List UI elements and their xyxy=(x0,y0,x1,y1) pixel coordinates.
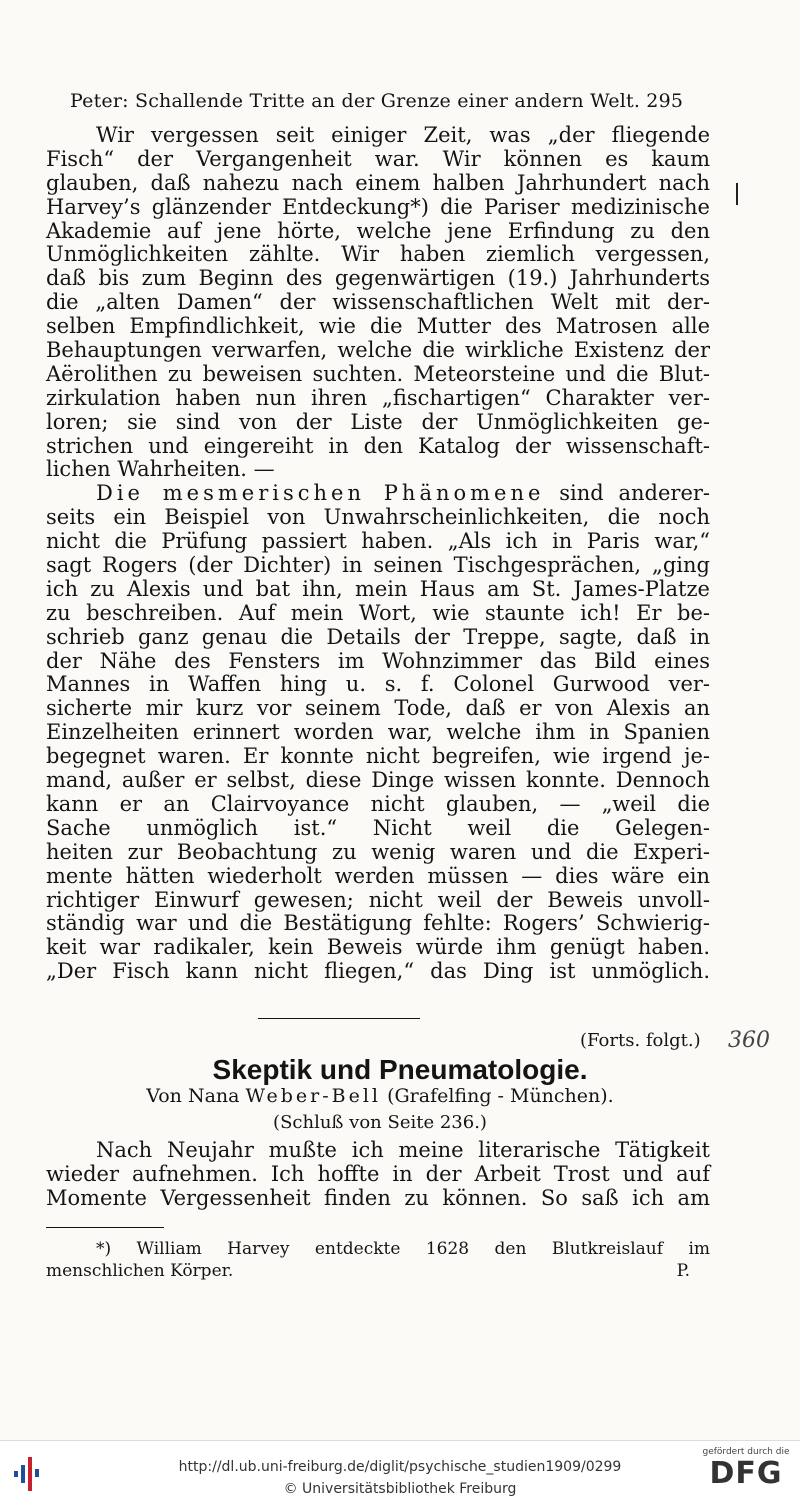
text-line: zu beschreiben. Auf mein Wort, wie staunte ich! Er be- xyxy=(46,600,710,625)
text-line: strichen und eingereiht in den Katalog der wissenschaft- xyxy=(46,433,710,458)
text-line: sagt Rogers (der Dichter) in seinen Tischgesprächen, „ging xyxy=(46,553,710,578)
byline-location: (Grafelfing - München). xyxy=(387,1085,614,1107)
continued-note: (Forts. folgt.) xyxy=(580,1030,701,1051)
spaced-emphasis: Die mesmerischen Phänomene xyxy=(96,481,545,506)
section-divider xyxy=(258,1018,420,1019)
text-line: richtiger Einwurf gewesen; nicht weil der Beweis unvoll- xyxy=(46,887,710,912)
text-line: Behauptungen verwarfen, welche die wirkliche Existenz der xyxy=(46,338,710,363)
text-line: mand, außer er selbst, diese Dinge wissen konnte. Dennoch xyxy=(46,768,710,793)
text-line: lichen Wahrheiten. — xyxy=(46,457,275,482)
text-line: wieder aufnehmen. Ich hoffte in der Arbeit Trost und auf xyxy=(46,1161,710,1186)
text-line: Unmöglichkeiten zählte. Wir haben ziemlich vergessen, xyxy=(46,242,710,267)
footnote xyxy=(46,1238,710,1282)
text-line: sicherte mir kurz vor seinem Tode, daß er von Alexis an xyxy=(46,696,710,721)
paragraph2-first-line xyxy=(46,482,710,506)
article-title: Skeptik und Pneumatologie. xyxy=(212,1054,588,1085)
text-line: kann er an Clairvoyance nicht glauben, — „weil die xyxy=(46,791,710,816)
text-line: seits ein Beispiel von Unwahrscheinlichkeiten, die noch xyxy=(46,505,710,530)
text-fragment: sind anderer- xyxy=(559,481,710,506)
text-line: die „alten Damen“ der wissenschaftlichen Welt mit der- xyxy=(46,290,710,315)
byline-prefix: Von Nana xyxy=(146,1085,240,1107)
text-line: Fisch“ der Vergangenheit war. Wir können es kaum xyxy=(46,146,710,171)
footnote-text: menschlichen Körper. xyxy=(46,1261,234,1281)
viewer-footer xyxy=(0,1440,800,1505)
margin-mark xyxy=(736,183,738,205)
dfg-wordmark: DFG xyxy=(709,1456,783,1491)
text-line: Mannes in Waffen hing u. s. f. Colonel Gurwood ver- xyxy=(46,672,710,697)
copyright-text: © Universitätsbibliothek Freiburg xyxy=(283,1481,517,1497)
text-line: Wir vergessen seit einiger Zeit, was „der fliegende xyxy=(96,123,710,147)
text-line: begegnet waren. Er konnte nicht begreifen, wie irgend je- xyxy=(46,744,710,769)
text-line: Akademie auf jene hörte, welche jene Erfindung zu den xyxy=(46,218,710,243)
text-line: nicht die Prüfung passiert haben. „Als ich in Paris war,“ xyxy=(46,529,710,554)
footnote-line-2 xyxy=(46,1260,710,1282)
text-line: loren; sie sind von der Liste der Unmöglichkeiten ge- xyxy=(46,409,710,434)
text-line: Harvey’s glänzender Entdeckung*) die Pariser medizinische xyxy=(46,194,710,219)
article-body-weber-bell xyxy=(46,1138,710,1210)
running-header: Peter: Schallende Tritte an der Grenze einer andern Welt. 295 xyxy=(70,90,684,112)
text-line: ständig war und die Bestätigung fehlte: Rogers’ Schwierig- xyxy=(46,911,710,936)
footnote-rule xyxy=(46,1227,164,1228)
author-name: Weber-Bell xyxy=(245,1085,382,1107)
text-line: mente hätten wiederholt werden müssen — dies wäre ein xyxy=(46,863,710,888)
text-line: „Der Fisch kann nicht fliegen,“ das Ding ist unmöglich. xyxy=(46,959,710,984)
text-line: schrieb ganz genau die Details der Treppe, sagte, daß in xyxy=(46,624,710,649)
text-line: Nach Neujahr mußte ich meine literarische Tätigkeit xyxy=(96,1138,710,1162)
text-line: Aërolithen zu beweisen suchten. Meteorsteine und die Blut- xyxy=(46,361,710,386)
text-line: daß bis zum Beginn des gegenwärtigen (19.) Jahrhunderts xyxy=(46,266,710,291)
document-url-link[interactable]: http://dl.ub.uni-freiburg.de/diglit/psychische_studien1909/0299 xyxy=(178,1459,622,1475)
continuation-note: (Schluß von Seite 236.) xyxy=(273,1112,487,1133)
footnote-line: *) William Harvey entdeckte 1628 den Blutkreislauf im xyxy=(96,1239,710,1259)
text-line: Momente Vergessenheit finden zu können. So saß ich am xyxy=(46,1185,710,1210)
text-line: ich zu Alexis und bat ihn, mein Haus am St. James-Platze xyxy=(46,576,710,601)
text-line: heiten zur Beobachtung zu wenig waren und die Experi- xyxy=(46,839,710,864)
article-byline xyxy=(0,1085,760,1107)
text-line: Einzelheiten erinnert worden war, welche ihm in Spanien xyxy=(46,720,710,745)
handwritten-margin-number: 360 xyxy=(728,1028,770,1053)
dfg-funding-caption: gefördert durch die xyxy=(702,1447,790,1457)
text-line: Sache unmöglich ist.“ Nicht weil die Gelegen- xyxy=(46,815,710,840)
text-line: der Nähe des Fensters im Wohnzimmer das Bild eines xyxy=(46,648,710,673)
text-line: keit war radikaler, kein Beweis würde ihm genügt haben. xyxy=(46,935,710,960)
article-body-peter xyxy=(46,124,710,984)
text-line: zirkulation haben nun ihren „fischartigen“ Charakter ver- xyxy=(46,385,710,410)
dfg-logo xyxy=(696,1447,796,1501)
text-line: glauben, daß nahezu nach einem halben Jahrhundert nach xyxy=(46,170,710,195)
footnote-signature: P. xyxy=(676,1261,690,1281)
text-line: selben Empfindlichkeit, wie die Mutter des Matrosen alle xyxy=(46,314,710,339)
